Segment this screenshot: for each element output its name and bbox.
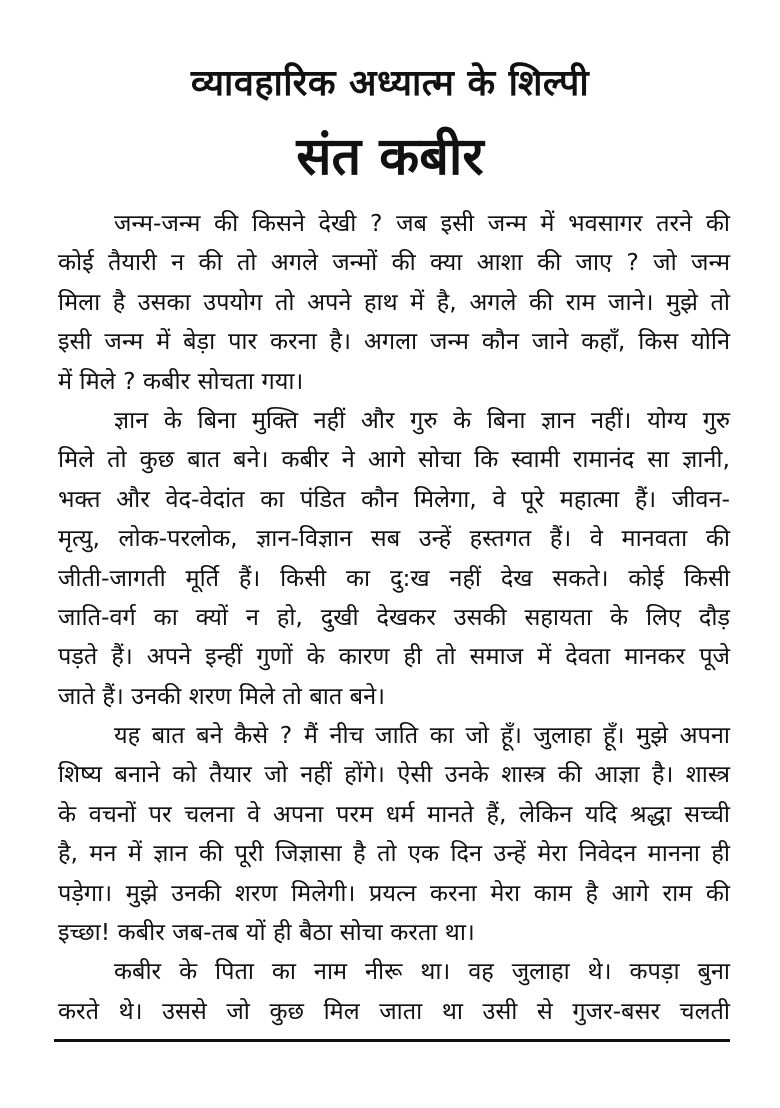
text-line: के वचनों पर चलना वे अपना परम धर्म मानते हैं, लेकिन यदि श्रद्धा सच्ची: [58, 799, 730, 828]
text-line: जाते हैं। उनकी शरण मिले तो बात बने।: [58, 681, 386, 710]
text-line: ज्ञान के बिना मुक्ति नहीं और गुरु के बिना ज्ञान नहीं। योग्य गुरु: [114, 405, 730, 434]
text-line: इसी जन्म में बेड़ा पार करना है। अगला जन्म कौन जाने कहाँ, किस योनि: [58, 327, 730, 356]
text-line: यह बात बने कैसे ? मैं नीच जाति का जो हूँ। जुलाहा हूँ। मुझे अपना: [114, 721, 730, 750]
text-line: इच्छा! कबीर जब-तब यों ही बैठा सोचा करता था।: [58, 918, 475, 947]
text-line: मृत्यु, लोक-परलोक, ज्ञान-विज्ञान सब उन्हें हस्तगत हैं। वे मानवता की: [58, 524, 730, 553]
text-line: है, मन में ज्ञान की पूरी जिज्ञासा है तो एक दिन उन्हें मेरा निवेदन मानना ही: [58, 839, 730, 868]
text-line: पड़ेगा। मुझे उनकी शरण मिलेगी। प्रयत्न करना मेरा काम है आगे राम की: [58, 878, 730, 907]
text-line: मिला है उसका उपयोग तो अपने हाथ में है, अगले की राम जाने। मुझे तो: [58, 287, 730, 316]
paragraph-1: [58, 204, 730, 401]
paragraph-3: [58, 716, 730, 952]
text-line: जन्म-जन्म की किसने देखी ? जब इसी जन्म में भवसागर तरने की: [114, 209, 730, 237]
chapter-subtitle: व्यावहारिक अध्यात्म के शिल्पी: [190, 63, 590, 104]
text-line: शिष्य बनाने को तैयार जो नहीं होंगे। ऐसी उनके शास्त्र की आज्ञा है। शास्त्र: [58, 760, 730, 789]
text-line: पड़ते हैं। अपने इन्हीं गुणों के कारण ही तो समाज में देवता मानकर पूजे: [58, 642, 730, 671]
text-line: कबीर के पिता का नाम नीरू था। वह जुलाहा थे। कपड़ा बुना: [114, 957, 730, 986]
text-line: जीती-जागती मूर्ति हैं। किसी का दु:ख नहीं देख सकते। कोई किसी: [58, 563, 730, 592]
chapter-body: [58, 204, 730, 1031]
text-line: भक्त और वेद-वेदांत का पंडित कौन मिलेगा, वे पूरे महात्मा हैं। जीवन-: [58, 484, 730, 513]
text-line: मिले तो कुछ बात बने। कबीर ने आगे सोचा कि स्वामी रामानंद सा ज्ञानी,: [58, 445, 730, 474]
chapter-title: संत कबीर: [296, 127, 484, 187]
footer-rule: [54, 1039, 730, 1042]
text-line: करते थे। उससे जो कुछ मिल जाता था उसी से गुजर-बसर चलती: [58, 996, 730, 1025]
paragraph-4: [58, 952, 730, 1031]
text-line: में मिले ? कबीर सोचता गया।: [58, 366, 304, 395]
paragraph-2: [58, 401, 730, 716]
text-line: जाति-वर्ग का क्यों न हो, दुखी देखकर उसकी सहायता के लिए दौड़: [58, 602, 730, 631]
text-line: कोई तैयारी न की तो अगले जन्मों की क्या आशा की जाए ? जो जन्म: [58, 248, 730, 277]
